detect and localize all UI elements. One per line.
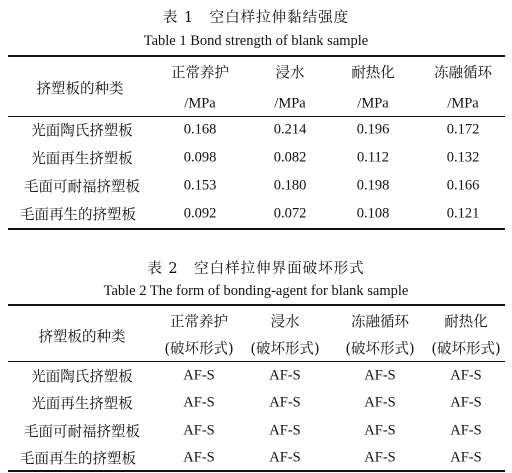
- table2-cell: AF-S: [269, 422, 301, 439]
- table2-cell: AF-S: [450, 449, 482, 466]
- table1-bottom-rule: [8, 228, 505, 230]
- table1-row-label: 光面陶氏挤塑板: [31, 123, 133, 140]
- table1-cell: 0.121: [446, 205, 480, 222]
- table1-cell: 0.180: [273, 177, 307, 194]
- table1-cell: 0.098: [183, 149, 217, 166]
- table1-row-label: 毛面可耐福挤塑板: [24, 179, 140, 196]
- table1-cell: 0.168: [183, 121, 217, 138]
- table2-cell: AF-S: [450, 394, 482, 411]
- table1-col-header: 正常养护: [171, 65, 229, 82]
- table2-col-sub: (破坏形式): [431, 341, 501, 358]
- table2-header-type: 挤塑板的种类: [38, 329, 126, 346]
- table2-top-rule: [8, 304, 505, 306]
- table1-cell: 0.112: [356, 149, 390, 166]
- table2-cell: AF-S: [269, 449, 301, 466]
- table1-cell: 0.198: [356, 177, 390, 194]
- table1-col-header: 冻融循环: [434, 65, 492, 82]
- table2-caption-en: Table 2 The form of bonding-agent for blank sample: [103, 283, 409, 299]
- table1-cell: 0.214: [273, 121, 307, 138]
- table1-caption-en: Table 1 Bond strength of blank sample: [143, 33, 369, 49]
- table1-col-unit: /MPa: [447, 95, 479, 112]
- table1-top-rule: [8, 55, 505, 57]
- table2-bottom-rule: [8, 470, 505, 472]
- table2-cell: AF-S: [450, 422, 482, 439]
- table2-row-label: 毛面再生的挤塑板: [20, 451, 136, 468]
- table1-header-type: 挤塑板的种类: [36, 81, 124, 98]
- table1-row-label: 光面再生挤塑板: [31, 151, 133, 168]
- table1-cell: 0.153: [183, 177, 217, 194]
- table2-cell: AF-S: [450, 367, 482, 384]
- table1-cell: 0.082: [273, 149, 307, 166]
- table2-col-sub: (破坏形式): [250, 341, 320, 358]
- table1-header-rule: [8, 116, 505, 117]
- table2-cell: AF-S: [364, 394, 396, 411]
- table2-col-header: 耐热化: [444, 314, 488, 331]
- table2-cell: AF-S: [364, 422, 396, 439]
- table2-col-header: 冻融循环: [351, 314, 409, 331]
- table2-header-rule: [8, 361, 505, 362]
- table1-col-unit: /MPa: [357, 95, 389, 112]
- table1-cell: 0.092: [183, 205, 217, 222]
- table1-col-unit: /MPa: [184, 95, 216, 112]
- table1-cell: 0.172: [446, 121, 480, 138]
- table2-cell: AF-S: [364, 367, 396, 384]
- table2-cell: AF-S: [183, 422, 215, 439]
- table1-cell: 0.072: [273, 205, 307, 222]
- table1-cell: 0.108: [356, 205, 390, 222]
- table2-caption-zh: 表 2 空白样拉伸界面破坏形式: [147, 261, 365, 277]
- table2-cell: AF-S: [183, 394, 215, 411]
- table1-row-label: 毛面再生的挤塑板: [20, 207, 136, 224]
- table1-col-unit: /MPa: [274, 95, 306, 112]
- table1-caption-zh: 表 1 空白样拉伸黏结强度: [162, 10, 350, 26]
- table2-cell: AF-S: [183, 449, 215, 466]
- table2-col-sub: (破坏形式): [164, 341, 234, 358]
- table2-row-label: 光面再生挤塑板: [31, 396, 133, 413]
- table2-row-label: 光面陶氏挤塑板: [31, 369, 133, 386]
- table2-cell: AF-S: [364, 449, 396, 466]
- table1-col-header: 浸水: [275, 65, 305, 82]
- table1-cell: 0.132: [446, 149, 480, 166]
- table2-col-header: 浸水: [270, 314, 300, 331]
- table2-cell: AF-S: [269, 367, 301, 384]
- table1-cell: 0.196: [356, 121, 390, 138]
- table1-cell: 0.166: [446, 177, 480, 194]
- table2-row-label: 毛面可耐福挤塑板: [24, 424, 140, 441]
- table2-cell: AF-S: [269, 394, 301, 411]
- table2-col-header: 正常养护: [170, 314, 228, 331]
- table1-col-header: 耐热化: [351, 65, 395, 82]
- table2-cell: AF-S: [183, 367, 215, 384]
- table2-col-sub: (破坏形式): [345, 341, 415, 358]
